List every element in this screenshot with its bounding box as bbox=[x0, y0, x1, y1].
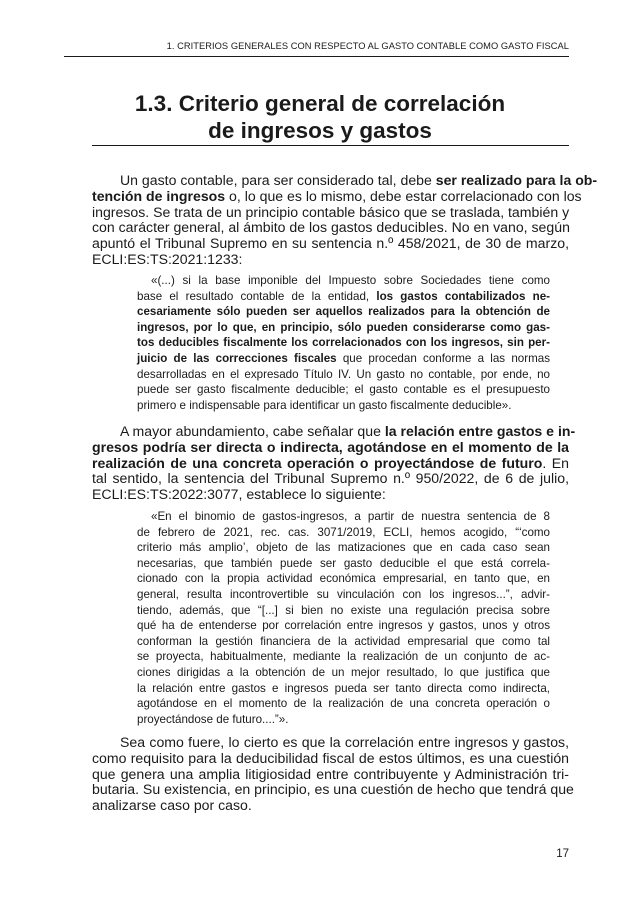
text-span: Un gasto contable, para ser considerado tal, debe bbox=[120, 172, 436, 188]
text-line bbox=[137, 273, 550, 289]
text-line bbox=[92, 456, 569, 472]
text-span: qué ha de entenderse por correlación entre ingresos y gastos, unos y otros bbox=[137, 619, 550, 633]
text-span: butaria. Su existencia, en principio, es una cuestión de hecho que tendrá que bbox=[92, 781, 574, 798]
text-line bbox=[92, 487, 569, 503]
bold-text: tención de ingresos bbox=[92, 187, 226, 204]
bold-text: gresos podría ser directa o indirecta, agotándose en el momento de la bbox=[92, 438, 569, 455]
text-line bbox=[92, 205, 569, 221]
text-line bbox=[137, 335, 550, 351]
text-span: «En el binomio de gastos-ingresos, a partir de nuestra sentencia de 8 bbox=[151, 510, 550, 523]
title-rule bbox=[92, 145, 569, 146]
bold-text: tos deducibles fiscalmente los correlacionados con los ingresos, sin per- bbox=[137, 336, 550, 350]
text-span: Sea como fuere, lo cierto es que la correlación entre ingresos y gastos, bbox=[120, 734, 569, 750]
text-span: conforman la gestión financiera de la actividad empresarial que como tal bbox=[137, 634, 550, 648]
text-line bbox=[137, 712, 550, 728]
text-span: ciones dirigidas a la obtención de un mejor resultado, lo que justifica que bbox=[137, 665, 550, 679]
text-span: «(...) si la base imponible del Impuesto sobre Sociedades tiene como bbox=[151, 274, 550, 287]
text-line bbox=[92, 471, 569, 487]
text-line bbox=[137, 540, 550, 556]
quotation-1 bbox=[137, 273, 550, 413]
bold-text: ser realizado para la ob- bbox=[435, 172, 598, 188]
text-span: tal sentido, la sentencia del Tribunal Supremo n.º 950/2022, de 6 de julio, bbox=[92, 470, 569, 487]
text-line bbox=[137, 681, 550, 697]
text-span: analizarse caso por caso. bbox=[92, 797, 252, 814]
header-rule bbox=[64, 56, 569, 57]
text-line bbox=[137, 603, 550, 619]
bold-text: juicio de las correcciones fiscales bbox=[137, 351, 337, 365]
text-line bbox=[137, 525, 550, 541]
text-line bbox=[137, 367, 550, 383]
text-span: necesarias, que también puede ser gasto deducible el que está correla- bbox=[137, 556, 550, 570]
quotation-2 bbox=[137, 509, 550, 727]
text-span: criterio más amplio’, objeto de las matizaciones que en cada caso sean bbox=[137, 541, 550, 555]
bold-text: ingresos, por lo que, en principio, sólo pueden considerarse como gas- bbox=[137, 320, 550, 334]
text-span: ECLI:ES:TS:2022:3077, establece lo siguiente: bbox=[92, 486, 386, 503]
text-line bbox=[137, 304, 550, 320]
text-span: tiendo, además, que “[...] si bien no existe una regulación precisa sobre bbox=[137, 603, 550, 617]
text-span: o, lo que es lo mismo, debe estar correlacionado con los bbox=[225, 187, 582, 204]
text-line bbox=[137, 696, 550, 712]
text-line bbox=[137, 289, 550, 305]
text-line bbox=[92, 423, 576, 440]
text-span: primero e indispensable para identificar un gasto fiscalmente deducible». bbox=[137, 398, 512, 412]
text-span: proyectándose de futuro....”». bbox=[137, 712, 289, 726]
text-span: como requisito para la deducibilidad fiscal de estos últimos, es una cuestión bbox=[92, 749, 569, 766]
text-line bbox=[137, 665, 550, 681]
text-span: cionado con la propia actividad económica empresarial, en tanto que, en bbox=[137, 572, 550, 586]
text-line bbox=[92, 172, 598, 189]
text-line bbox=[92, 735, 569, 751]
bold-text: realización de una concreta operación o proyectándose de futuro bbox=[92, 454, 543, 471]
text-line bbox=[137, 320, 550, 336]
text-span: que procedan conforme a las normas bbox=[336, 351, 550, 365]
text-line bbox=[137, 634, 550, 650]
text-span: que genera una amplia litigiosidad entre contribuyente y Administración tri- bbox=[92, 765, 569, 782]
section-title-line-1: 1.3. Criterio general de correlación bbox=[134, 91, 506, 116]
text-line bbox=[137, 398, 550, 414]
text-line bbox=[92, 751, 569, 767]
text-line bbox=[137, 618, 550, 634]
page-number: 17 bbox=[556, 848, 569, 860]
text-span: ingresos. Se trata de un principio contable básico que se traslada, también y bbox=[92, 203, 570, 220]
bold-text: los gastos contabilizados ne- bbox=[376, 289, 551, 303]
bold-text: la relación entre gastos e in- bbox=[384, 423, 576, 439]
text-line bbox=[137, 587, 550, 603]
text-span: apuntó el Tribunal Supremo en su sentencia n.º 458/2021, de 30 de marzo, bbox=[92, 235, 569, 252]
text-span: la relación entre gastos e ingresos pueda ser tanto directa como indirecta, bbox=[137, 681, 550, 695]
text-span: base el resultado contable de la entidad, bbox=[137, 289, 377, 303]
text-line bbox=[92, 440, 569, 456]
text-span: agotándose en el momento de la realización de una concreta operación o bbox=[137, 697, 550, 711]
bold-text: cesariamente sólo pueden ser aquellos realizados para la obtención de bbox=[137, 305, 550, 319]
text-line bbox=[137, 351, 550, 367]
text-span: ECLI:ES:TS:2021:1233: bbox=[92, 250, 243, 267]
text-line bbox=[92, 767, 569, 783]
text-line bbox=[137, 571, 550, 587]
text-line bbox=[92, 798, 569, 814]
text-line bbox=[137, 556, 550, 572]
text-span: con carácter general, al ámbito de los gastos deducibles. No en vano, según bbox=[92, 219, 570, 236]
section-title-line-2: de ingresos y gastos bbox=[208, 118, 432, 143]
text-span: desarrolladas en el expresado Título IV. Un gasto no contable, por ende, no bbox=[137, 367, 550, 381]
text-span: se proyecta, habitualmente, mediante la realización de un conjunto de ac- bbox=[137, 650, 550, 664]
text-span: puede ser gasto fiscalmente deducible; el gasto contable es el presupuesto bbox=[137, 383, 550, 397]
text-line bbox=[137, 509, 550, 525]
text-span: de febrero de 2021, rec. cas. 3071/2019, ECLI, hemos acogido, “‘como bbox=[137, 525, 550, 539]
paragraph-3 bbox=[92, 734, 574, 814]
text-line bbox=[92, 236, 569, 252]
paragraph-1 bbox=[92, 172, 598, 268]
text-line bbox=[137, 649, 550, 665]
text-line bbox=[137, 382, 550, 398]
section-title bbox=[90, 90, 550, 144]
text-line bbox=[92, 187, 582, 205]
text-line bbox=[92, 781, 574, 798]
running-header: 1. CRITERIOS GENERALES CON RESPECTO AL GASTO CONTABLE COMO GASTO FISCAL bbox=[166, 41, 569, 51]
text-span: A mayor abundamiento, cabe señalar que bbox=[120, 423, 385, 439]
text-span: general, resulta incontrovertible su vinculación con los ingresos...”, advir- bbox=[137, 587, 550, 601]
text-line bbox=[92, 220, 569, 236]
paragraph-2 bbox=[92, 423, 576, 503]
text-span: . En bbox=[542, 454, 569, 471]
text-line bbox=[92, 252, 569, 268]
